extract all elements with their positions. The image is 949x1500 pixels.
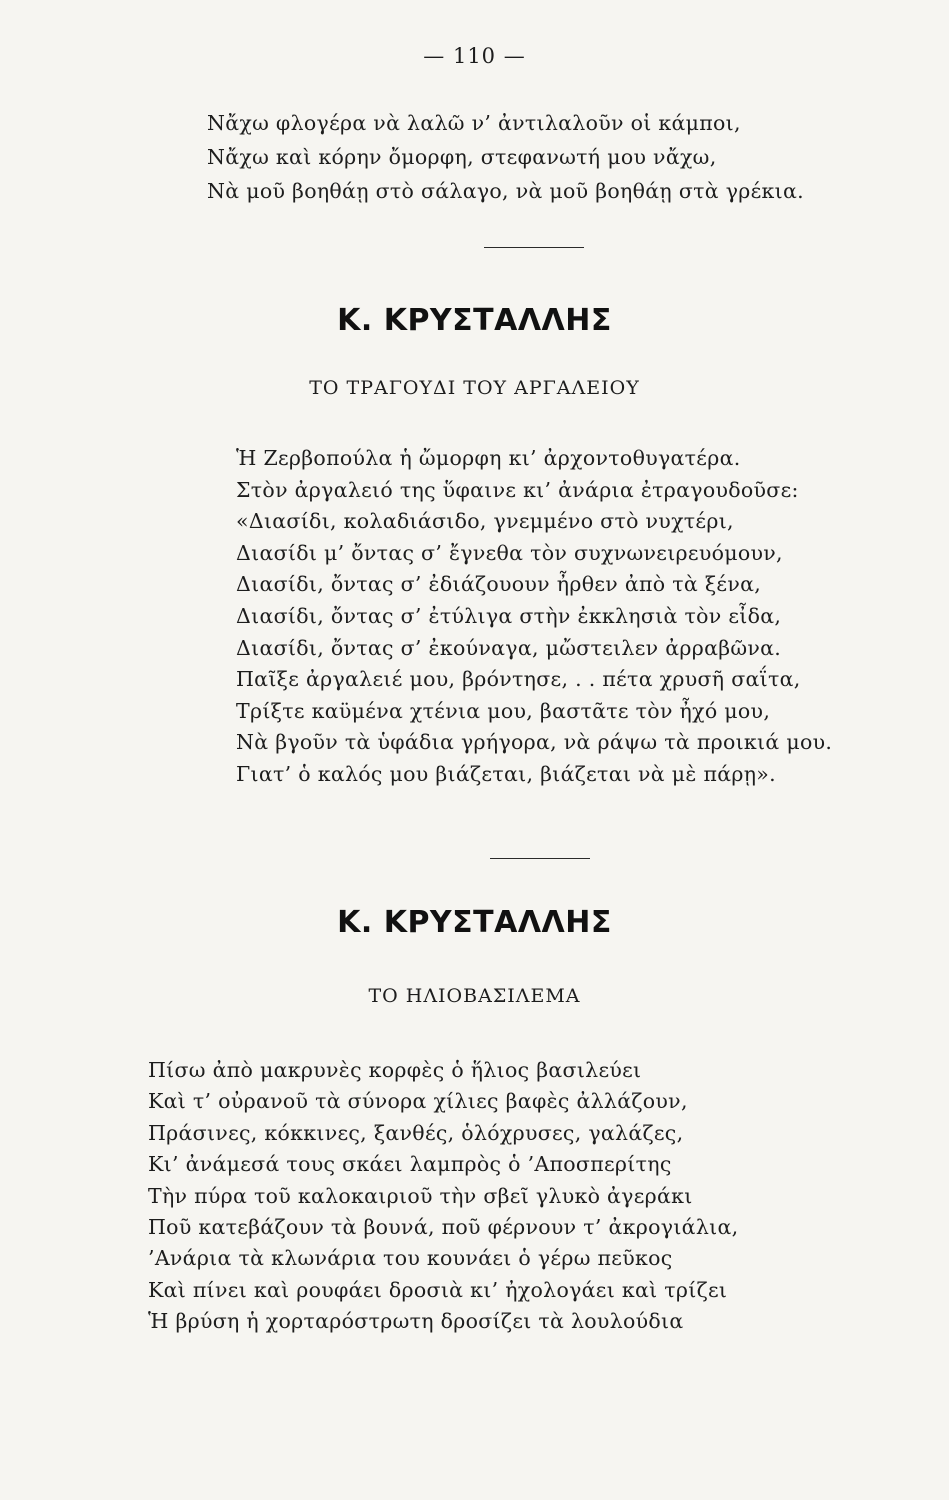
verse-line: Παῖξε ἀργαλειέ μου, βρόντησε, . . πέτα χρυσῆ σαΐτα,: [236, 667, 801, 692]
verse-line: Διασίδι, ὄντας σ’ ἐδιάζουουν ἦρθεν ἀπὸ τὰ ξένα,: [236, 572, 762, 597]
verse-line: Πράσινες, κόκκινες, ξανθές, ὁλόχρυσες, γαλάζες,: [148, 1120, 684, 1145]
page-number: — 110 —: [423, 44, 526, 68]
verse-line: Νὰ μοῦ βοηθάῃ στὸ σάλαγο, νὰ μοῦ βοηθάῃ στὰ γρέκια.: [207, 179, 804, 203]
verse-line: Ἡ βρύση ἡ χορταρόστρωτη δροσίζει τὰ λουλούδια: [148, 1309, 684, 1334]
poem-title: ΤΟ ΗΛΙΟΒΑΣΙΛΕΜΑ: [368, 985, 581, 1007]
verse-line: Τὴν πύρα τοῦ καλοκαιριοῦ τὴν σβεῖ γλυκὸ ἀγεράκι: [148, 1183, 693, 1208]
verse-line: Διασίδι, ὄντας σ’ ἐκούναγα, μὤστειλεν ἀρραβῶνα.: [236, 635, 782, 660]
poem-title: ΤΟ ΤΡΑΓΟΥΔΙ ΤΟΥ ΑΡΓΑΛΕΙΟΥ: [309, 377, 640, 399]
verse-line: Καὶ πίνει καὶ ρουφάει δροσιὰ κι’ ἠχολογάει καὶ τρίζει: [148, 1277, 728, 1302]
verse-line: Νἄχω καὶ κόρην ὄμορφη, στεφανωτή μου νἄχω,: [207, 145, 717, 169]
poem-author: Κ. ΚΡΥΣΤΑΛΛΗΣ: [337, 905, 612, 940]
section-divider: [484, 247, 584, 248]
verse-line: Νἄχω φλογέρα νὰ λαλῶ ν’ ἀντιλαλοῦν οἱ κάμποι,: [207, 111, 741, 135]
verse-line: Γιατ’ ὁ καλός μου βιάζεται, βιάζεται νὰ μὲ πάρῃ».: [236, 761, 776, 786]
verse-line: Κι’ ἀνάμεσά τους σκάει λαμπρὸς ὁ ’Αποσπερίτης: [148, 1152, 672, 1177]
verse-line: Νὰ βγοῦν τὰ ὑφάδια γρήγορα, νὰ ράψω τὰ προικιά μου.: [236, 730, 833, 755]
verse-line: ’Ανάρια τὰ κλωνάρια του κουνάει ὁ γέρω πεῦκος: [148, 1246, 673, 1271]
verse-line: Ἡ Ζερβοπούλα ἡ ὤμορφη κι’ ἀρχοντοθυγατέρα.: [236, 446, 741, 470]
verse-line: «Διασίδι, κολαδιάσιδο, γνεμμένο στὸ νυχτέρι,: [236, 509, 734, 534]
poem-author: Κ. ΚΡΥΣΤΑΛΛΗΣ: [337, 303, 612, 338]
verse-line: Πίσω ἀπὸ μακρυνὲς κορφὲς ὁ ἥλιος βασιλεύει: [148, 1058, 642, 1082]
section-divider: [490, 858, 590, 859]
intro-poem-stanza: [207, 106, 804, 208]
verse-line: Ποῦ κατεβάζουν τὰ βουνά, ποῦ φέρνουν τ’ ἀκρογιάλια,: [148, 1215, 739, 1240]
verse-line: Τρίξτε καϋμένα χτένια μου, βαστᾶτε τὸν ἦχό μου,: [236, 698, 771, 723]
verse-line: Στὸν ἀργαλειό της ὕφαινε κι’ ἀνάρια ἐτραγουδοῦσε:: [236, 477, 799, 502]
loom-song-poem: [236, 443, 832, 791]
verse-line: Καὶ τ’ οὐρανοῦ τὰ σύνορα χίλιες βαφὲς ἀλλάζουν,: [148, 1089, 688, 1114]
verse-line: Διασίδι μ’ ὄντας σ’ ἔγνεθα τὸν συχνωνειρευόμουν,: [236, 540, 783, 565]
sunset-poem: [148, 1055, 738, 1338]
verse-line: Διασίδι, ὄντας σ’ ἐτύλιγα στὴν ἐκκλησιὰ τὸν εἶδα,: [236, 603, 782, 628]
